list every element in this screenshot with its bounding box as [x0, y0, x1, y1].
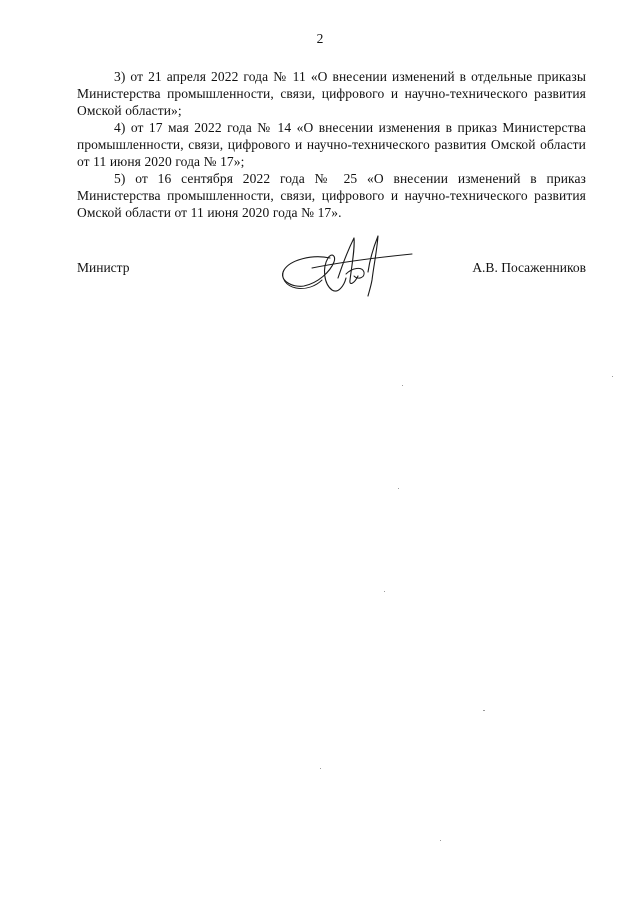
scan-speck: [402, 385, 403, 386]
scan-speck: [384, 591, 385, 592]
list-item: 4) от 17 мая 2022 года № 14 «О внесении изменения в приказ Министерства промышленности, связи, цифрового и научно-технического развития Омской области от 11 июня 2020 года № 17»;: [77, 120, 586, 169]
page-number: 2: [316, 31, 324, 46]
scan-speck: [483, 710, 485, 711]
scan-speck: [440, 840, 441, 841]
signature-row: [77, 259, 586, 279]
scan-speck: [612, 376, 613, 377]
signatory-title: Министр: [77, 260, 130, 275]
signatory-name: А.В. Посаженников: [472, 260, 586, 275]
list-item: 5) от 16 сентября 2022 года № 25 «О внесении изменений в приказ Министерства промышленности, связи, цифрового и научно-технического развития Омской области от 11 июня 2020 года № 17».: [77, 171, 586, 220]
scan-speck: [398, 488, 399, 489]
list-item: 3) от 21 апреля 2022 года № 11 «О внесении изменений в отдельные приказы Министерства промышленности, связи, цифрового и научно-технического развития Омской области»;: [77, 69, 586, 118]
document-body: [77, 68, 586, 221]
scan-speck: [320, 768, 321, 769]
